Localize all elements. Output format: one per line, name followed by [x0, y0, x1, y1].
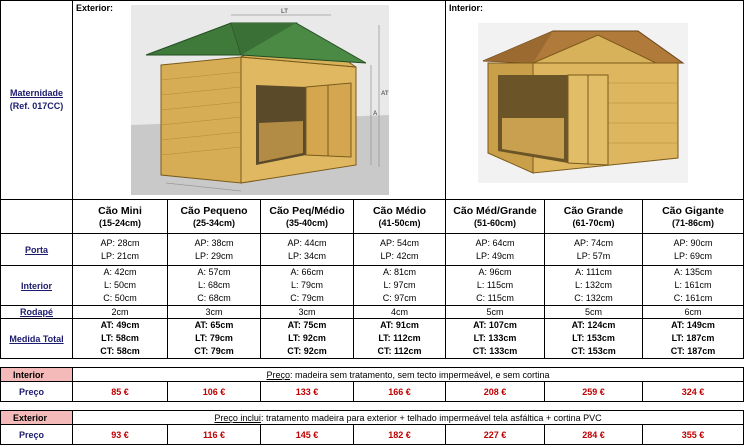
interior-preco-label: Preço: [1, 382, 73, 402]
exterior-title: Exterior:: [76, 3, 114, 13]
rodape-cell-2: 3cm: [261, 306, 354, 319]
size-header-1: Cão Pequeno (25-34cm): [168, 200, 261, 234]
exterior-note: Preço inclui: tratamento madeira para exterior + telhado impermeável tela asfáltica + cortina PVC: [73, 411, 744, 425]
size-header-2: Cão Peq/Médio (35-40cm): [261, 200, 354, 234]
porta-cell-5: AP: 74cm LP: 57m: [545, 234, 643, 266]
porta-cell-1: AP: 38cm LP: 29cm: [168, 234, 261, 266]
total-cell-2: AT: 75cm LT: 92cm CT: 92cm: [261, 319, 354, 359]
rodape-cell-5: 5cm: [545, 306, 643, 319]
total-cell-4: AT: 107cm LT: 133cm CT: 133cm: [446, 319, 545, 359]
interior-cell-0: A: 42cm L: 50cm C: 50cm: [73, 266, 168, 306]
interior-price-5: 259 €: [545, 382, 643, 402]
interior-cell-1: A: 57cm L: 68cm C: 68cm: [168, 266, 261, 306]
total-cell-6: AT: 149cm LT: 187cm CT: 187cm: [643, 319, 744, 359]
exterior-preco-label: Preço: [1, 425, 73, 445]
porta-cell-6: AP: 90cm LP: 69cm: [643, 234, 744, 266]
total-cell-3: AT: 91cm LT: 112cm CT: 112cm: [354, 319, 446, 359]
exterior-price-5: 284 €: [545, 425, 643, 445]
exterior-note-row: [1, 411, 744, 425]
svg-text:LT: LT: [281, 9, 288, 15]
product-ref: (Ref. 017CC): [9, 101, 64, 111]
porta-cell-4: AP: 64cm LP: 49cm: [446, 234, 545, 266]
porta-cell-0: AP: 28cm LP: 21cm: [73, 234, 168, 266]
product-title: [1, 1, 73, 200]
medida-total-label: Medida Total: [1, 319, 73, 359]
medida-total-row: [1, 319, 744, 359]
interior-price-4: 208 €: [446, 382, 545, 402]
interior-tag: Interior: [1, 368, 73, 382]
rodape-cell-0: 2cm: [73, 306, 168, 319]
exterior-tag: Exterior: [1, 411, 73, 425]
spacer-row: [1, 359, 744, 368]
rodape-cell-6: 6cm: [643, 306, 744, 319]
interior-price-6: 324 €: [643, 382, 744, 402]
exterior-price-6: 355 €: [643, 425, 744, 445]
size-header-3: Cão Médio (41-50cm): [354, 200, 446, 234]
interior-note: Preço: madeira sem tratamento, sem tecto impermeável, e sem cortina: [73, 368, 744, 382]
interior-price-row: [1, 382, 744, 402]
interior-cell-3: A: 81cm L: 97cm C: 97cm: [354, 266, 446, 306]
interior-note-row: [1, 368, 744, 382]
interior-cell-2: A: 66cm L: 79cm C: 79cm: [261, 266, 354, 306]
interior-cell-6: A: 135cm L: 161cm C: 161cm: [643, 266, 744, 306]
interior-cell-5: A: 111cm L: 132cm C: 132cm: [545, 266, 643, 306]
image-row: [1, 1, 744, 200]
exterior-price-row: [1, 425, 744, 445]
interior-row: [1, 266, 744, 306]
svg-text:A: A: [373, 111, 378, 117]
size-header-4: Cão Méd/Grande (51-60cm): [446, 200, 545, 234]
total-cell-1: AT: 65cm LT: 79cm CT: 79cm: [168, 319, 261, 359]
interior-cell-4: A: 96cm L: 115cm C: 115cm: [446, 266, 545, 306]
porta-row: [1, 234, 744, 266]
size-header-6: Cão Gigante (71-86cm): [643, 200, 744, 234]
interior-label: Interior: [1, 266, 73, 306]
interior-image: [478, 23, 688, 183]
porta-cell-2: AP: 44cm LP: 34cm: [261, 234, 354, 266]
total-cell-5: AT: 124cm LT: 153cm CT: 153cm: [545, 319, 643, 359]
interior-price-3: 166 €: [354, 382, 446, 402]
rodape-row: [1, 306, 744, 319]
interior-panel: [446, 1, 744, 200]
svg-text:AT: AT: [381, 91, 389, 97]
interior-price-2: 133 €: [261, 382, 354, 402]
exterior-panel: [73, 1, 446, 200]
blank-header-cell: [1, 200, 73, 234]
rodape-label: Rodapé: [1, 306, 73, 319]
size-header-row: [1, 200, 744, 234]
interior-price-0: 85 €: [73, 382, 168, 402]
interior-price-1: 106 €: [168, 382, 261, 402]
porta-label: Porta: [1, 234, 73, 266]
exterior-price-3: 182 €: [354, 425, 446, 445]
exterior-price-1: 116 €: [168, 425, 261, 445]
size-header-5: Cão Grande (61-70cm): [545, 200, 643, 234]
exterior-price-0: 93 €: [73, 425, 168, 445]
exterior-price-4: 227 €: [446, 425, 545, 445]
rodape-cell-1: 3cm: [168, 306, 261, 319]
rodape-cell-3: 4cm: [354, 306, 446, 319]
exterior-price-2: 145 €: [261, 425, 354, 445]
product-name: Maternidade: [9, 88, 63, 98]
interior-title: Interior:: [449, 3, 484, 13]
rodape-cell-4: 5cm: [446, 306, 545, 319]
spacer-row-2: [1, 402, 744, 411]
exterior-image: [131, 5, 389, 195]
size-header-0: Cão Mini (15-24cm): [73, 200, 168, 234]
porta-cell-3: AP: 54cm LP: 42cm: [354, 234, 446, 266]
total-cell-0: AT: 49cm LT: 58cm CT: 58cm: [73, 319, 168, 359]
